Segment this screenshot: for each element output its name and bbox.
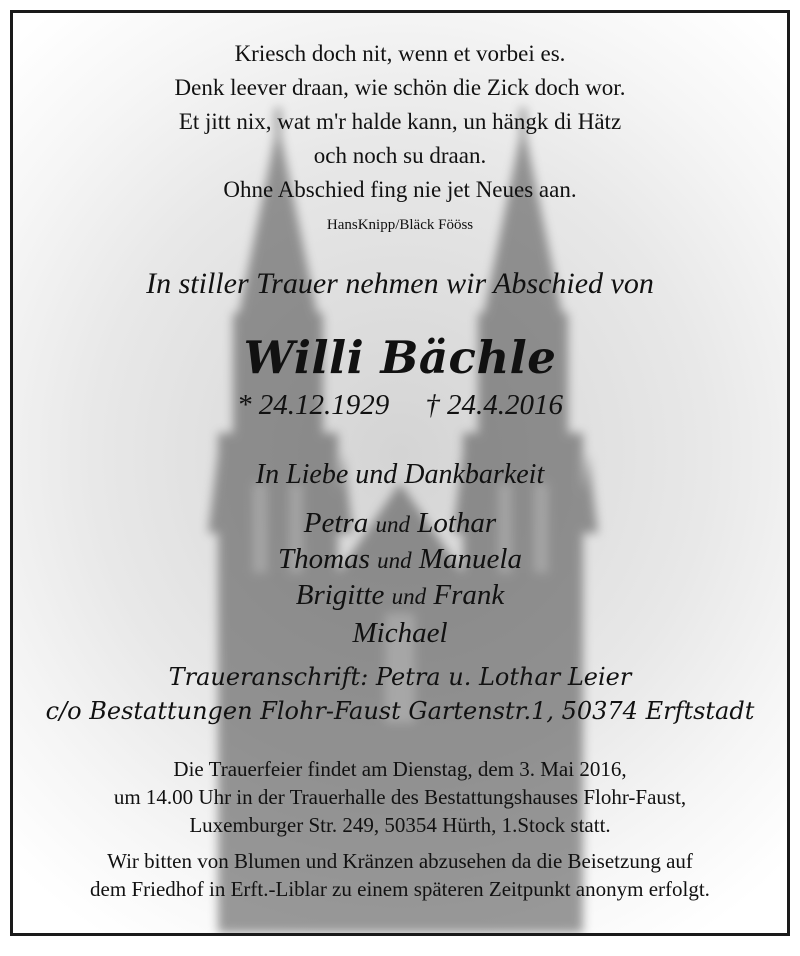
service-line-3: Luxemburger Str. 249, 50354 Hürth, 1.Stock statt. [189, 813, 611, 837]
poem-line-5: Ohne Abschied fing nie jet Neues aan. [223, 177, 577, 202]
mourner-name: Brigitte [295, 579, 385, 611]
connector: und [375, 512, 410, 537]
intro-text: In stiller Trauer nehmen wir Abschied von [146, 267, 654, 300]
birth-date: * 24.12.1929 [237, 389, 390, 421]
mourner-name: Frank [433, 579, 505, 611]
address-line-1: Traueranschrift: Petra u. Lothar Leier [168, 663, 632, 691]
service-line-1: Die Trauerfeier findet am Dienstag, dem 3. Mai 2016, [173, 757, 627, 781]
connector: und [391, 584, 427, 609]
address-line-2: c/o Bestattungen Flohr-Faust Gartenstr.1, 50374 Erftstadt [45, 697, 755, 725]
mourner-single: Michael [352, 617, 448, 649]
connector: und [377, 548, 412, 573]
poem-line-3: Et jitt nix, wat m'r halde kann, un hängk di Hätz [178, 109, 622, 134]
service-note-line-2: dem Friedhof in Erft.-Liblar zu einem späteren Zeitpunkt anonym erfolgt. [90, 877, 710, 901]
mourner-name: Petra [303, 507, 369, 539]
poem-attribution: HansKnipp/Bläck Fööss [326, 217, 474, 233]
mourner-name: Manuela [418, 543, 522, 575]
mourner-name: Lothar [417, 507, 497, 539]
mourners-heading: In Liebe und Dankbarkeit [255, 459, 545, 490]
mourner-pair-3 [13, 579, 787, 612]
service-line-2: um 14.00 Uhr in der Trauerhalle des Bestattungshauses Flohr-Faust, [113, 785, 687, 809]
mourner-pair-1 [13, 507, 787, 540]
poem-line-4: och noch su draan. [313, 143, 487, 168]
poem-line-2: Denk leever draan, wie schön die Zick doch wor. [174, 75, 626, 100]
poem-line-1: Kriesch doch nit, wenn et vorbei es. [234, 41, 566, 66]
service-note-line-1: Wir bitten von Blumen und Kränzen abzusehen da die Beisetzung auf [107, 849, 693, 873]
mourner-pair-2 [13, 543, 787, 576]
death-date: † 24.4.2016 [425, 389, 563, 421]
obituary-notice [10, 10, 790, 936]
deceased-name: Willi Bächle [243, 331, 557, 384]
life-dates [13, 389, 787, 422]
mourner-name: Thomas [278, 543, 370, 575]
